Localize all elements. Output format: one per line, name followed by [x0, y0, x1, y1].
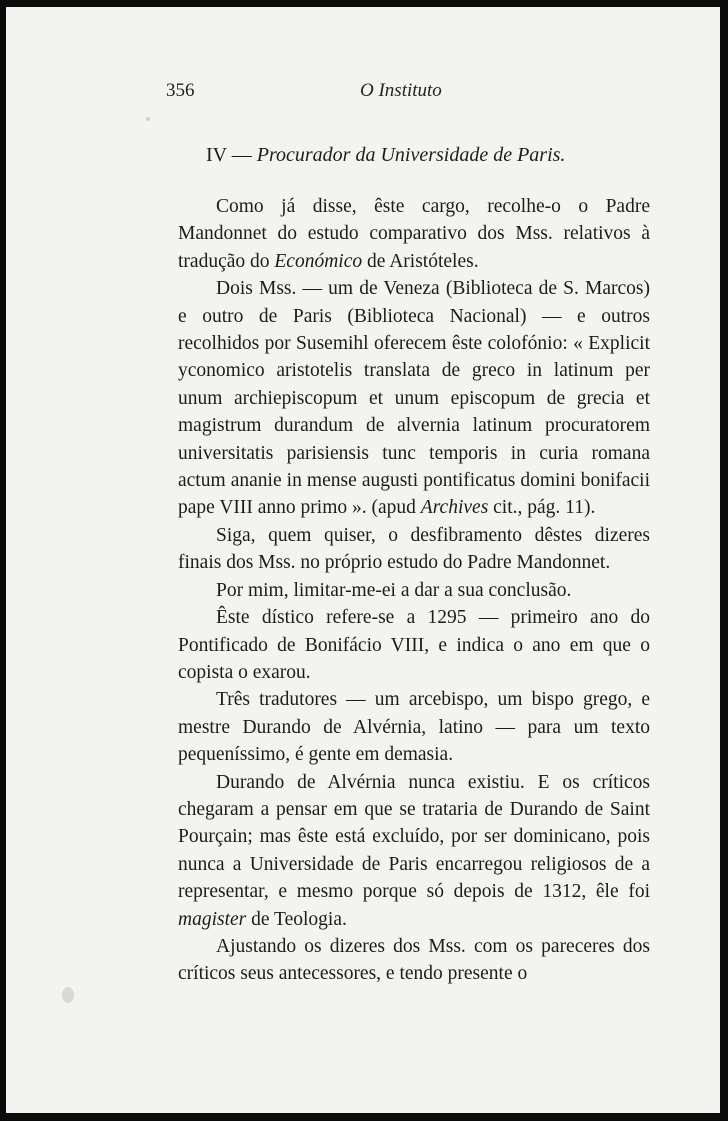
body-text — [178, 193, 650, 988]
running-title: O Instituto — [360, 80, 442, 101]
paragraph-text: Dois Mss. — um de Veneza (Biblioteca de S. Marcos) e outro de Paris (Biblioteca Nacional) — e outros recolhidos por Susemihl oferecem êste colofónio: « Explicit yconomico aristotelis translata de greco in latinum per unum archiepiscopum et unum episcopum de grecia et magistrum durandum de alvernia latinum procuratorem universitatis parisiensis tunc temporis in curia romana actum ananie in mense augusti pontificatus domini bonifacii pape VIII anno primo ». (apud — [178, 278, 650, 519]
book-page — [6, 7, 720, 1113]
paragraph: Êste dístico refere-se a 1295 — primeiro ano do Pontificado de Bonifácio VIII, e indica o ano em que o copista o exarou. — [178, 607, 650, 683]
paper-speck — [146, 117, 150, 121]
paragraph: Por mim, limitar-me-ei a dar a sua conclusão. — [216, 579, 572, 601]
paragraph: Três tradutores — um arcebispo, um bispo grego, e mestre Durando de Alvérnia, latino — para um texto pequeníssimo, é gente em demasia. — [178, 689, 650, 766]
section-title: Procurador da Universidade de Paris. — [256, 144, 566, 166]
paragraph — [178, 193, 650, 275]
paragraph: Siga, quem quiser, o desfibramento dêstes dizeres finais dos Mss. no próprio estudo do Padre Mandonnet. — [178, 524, 650, 574]
italic-term: Económico — [274, 250, 363, 272]
paragraph-text: Como já disse, êste cargo, recolhe-o o Padre Mandonnet do estudo comparativo dos Mss. relativos à tradução do — [178, 196, 650, 272]
page-header — [6, 80, 720, 110]
section-heading — [206, 144, 565, 167]
page-number: 356 — [166, 80, 195, 101]
paragraph-text: de Aristóteles. — [367, 250, 479, 272]
italic-term: magister — [178, 908, 247, 930]
paragraph-text: Durando de Alvérnia nunca existiu. E os críticos chegaram a pensar em que se trataria de Durando de Saint Pourçain; mas êste está excluído, por ser dominicano, pois nunca a Universidade de Paris encarregou religiosos de a representar, e mesmo porque só depois de 1312, êle foi — [178, 771, 650, 903]
paragraph — [178, 275, 650, 522]
paragraph-text: de Teologia. — [251, 908, 347, 930]
italic-term: Archives — [420, 497, 489, 519]
paragraph-text: cit., pág. 11). — [493, 497, 596, 519]
paragraph: Ajustando os dizeres dos Mss. com os pareceres dos críticos seus antecessores, e tendo presente o — [178, 935, 650, 985]
paragraph — [178, 769, 650, 933]
section-numeral: IV — — [206, 144, 252, 166]
paper-speck — [62, 987, 74, 1003]
